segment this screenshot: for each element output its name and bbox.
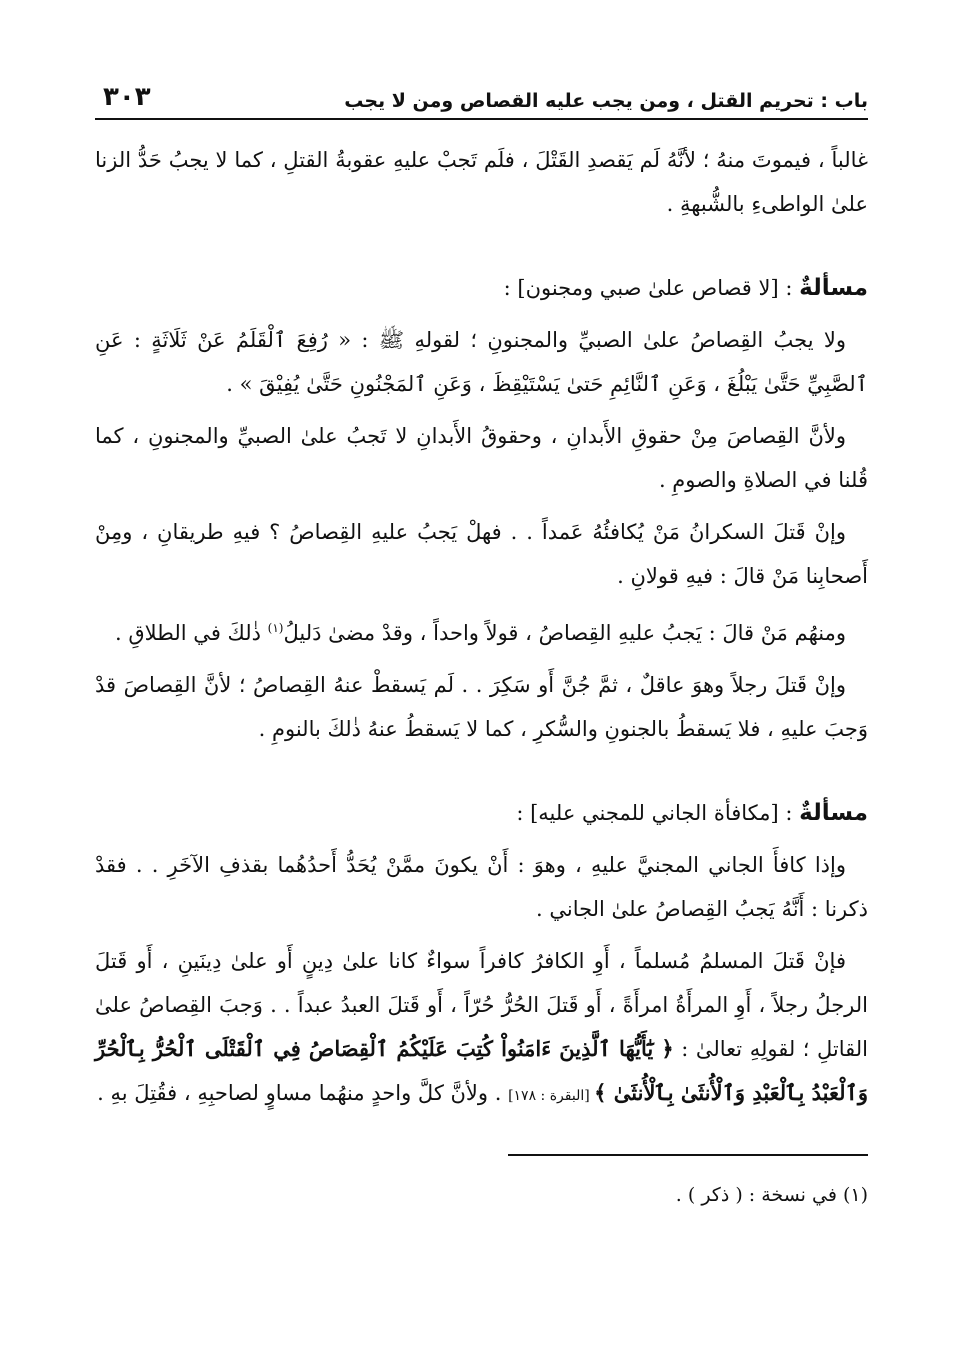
verse-reference: [البقرة : ١٧٨]	[508, 1088, 595, 1104]
book-page	[95, 70, 868, 1340]
issue-title: : [لا قصاص علىٰ صبي ومجنون] :	[503, 276, 800, 300]
paragraph-8	[95, 939, 868, 1118]
issue-heading-2	[95, 791, 868, 835]
paragraph-7: وإذا كافأَ الجاني المجنيَّ عليهِ ، وهوَ : أَنْ يكونَ ممَّنْ يُحَدُّ أَحدُهُما بقذفِ الآخَرِ . . فقدْ ذكرنا : أَنَّهُ يَجبُ القِصاصُ علىٰ الجاني .	[95, 853, 868, 921]
paragraph-4: وإنْ قَتلَ السكرانُ مَنْ يُكافئُهُ عَمداً . . فهلْ يَجبُ عليهِ القِصاصُ ؟ فيهِ طريقانِ ، ومِنْ أَصحابِنا مَنْ قالَ : فيهِ قولانِ .	[95, 520, 868, 588]
issue-title: : [مكافأة الجاني للمجني عليه] :	[516, 801, 800, 825]
quran-verse: ﴿ يَٰٓأَيُّهَا ٱلَّذِينَ ءَامَنُواْ كُتِبَ عَلَيْكُمُ ٱلْقِصَاصُ فِي ٱلْقَتْلَى ٱلْحُرُّ بِٱلْحُرِّ وَٱلْعَبْدُ بِٱلْعَبْدِ وَٱلْأُنثَىٰ بِٱلْأُنثَىٰ ﴾	[95, 1036, 868, 1105]
paragraph-5	[95, 606, 868, 655]
issue-word: مسألةٌ	[799, 275, 868, 301]
paragraph-1: غالباً ، فيموتَ منهُ ؛ لأنَّهُ لَم يَقصدِ القَتْلَ ، فلَم تَجبْ عليهِ عقوبةُ القتلِ ، كما لا يجبُ حَدُّ الزنا علىٰ الواطىءِ بالشُّبهةِ .	[95, 148, 868, 216]
paragraph-2: ولا يجبُ القِصاصُ علىٰ الصبيِّ والمجنونِ ؛ لقولهِ ﷺ : « رُفِعَ ٱلْقَلَمُ عَنْ ثَلَاثَةٍ : عَنِ ٱلصَّبِيِّ حَتَّىٰ يَبْلُغَ ، وَعَنِ ٱلنَّائِمِ حَتىٰ يَسْتَيْقِظَ ، وَعَنِ ٱلمَجْنُونِ حَتَّىٰ يُفِيْقَ » .	[95, 328, 868, 396]
footnote-area	[95, 1126, 868, 1156]
paragraph-8-text-b: . ولأنَّ كلَّ واحدٍ منهُما مساوٍ لصاحبِهِ ، فقُتِلَ بهِ .	[97, 1081, 509, 1105]
running-header	[95, 70, 868, 120]
footnote-1: (١) في نسخة : ( ذكر ) .	[675, 1184, 868, 1206]
footnotes	[95, 1180, 868, 1210]
chapter-title: باب : تحريم القتل ، ومن يجب عليه القصاص ومن لا يجب	[344, 90, 868, 112]
paragraph-8-text-a: فإنْ قَتلَ المسلمُ مُسلماً ، أَوِ الكافرُ كافراً سواءٌ كانا علىٰ دِينٍ أَو علىٰ دِينَينِ ، أَو قَتلَ الرجلُ رجلاً ، أَوِ المرأَةُ امرأَةً ، أَو قَتلَ الحُرُّ حُرّاً ، أَو قَتلَ العبدُ عبداً . . وَجبَ القِصاصُ علىٰ القاتلِ ؛ لقولِهِ تعالىٰ :	[95, 949, 868, 1061]
paragraph-3: ولأنَّ القِصاصَ مِنْ حقوقِ الأَبدانِ ، وحقوقُ الأَبدانِ لا تَجبُ علىٰ الصبيِّ والمجنونِ ، كما قُلنا في الصلاةِ والصومِ .	[95, 424, 868, 492]
paragraph-6: وإنْ قَتلَ رجلاً وهوَ عاقلٌ ، ثمَّ جُنَّ أَو سَكِرَ . . لَم يَسقطْ عنهُ القِصاصُ ؛ لأنَّ القِصاصَ قدْ وَجبَ عليهِ ، فلا يَسقطُ بالجنونِ والسُّكرِ ، كما لا يَسقطُ عنهُ ذٰلكَ بالنومِ .	[95, 673, 868, 741]
footnote-divider	[508, 1154, 868, 1156]
footnote-marker: (١)	[267, 621, 284, 635]
paragraph-5-text-a: ومنهُم مَنْ قالَ : يَجبُ عليهِ القِصاصُ ، قولاً واحداً ، وقدْ مضىٰ دَليلُ	[283, 621, 846, 645]
page-number: ٣٠٣	[103, 82, 151, 112]
issue-word: مسألةٌ	[799, 800, 868, 826]
issue-heading-1	[95, 266, 868, 310]
paragraph-5-text-b: ذٰلكَ في الطلاقِ .	[115, 621, 268, 645]
